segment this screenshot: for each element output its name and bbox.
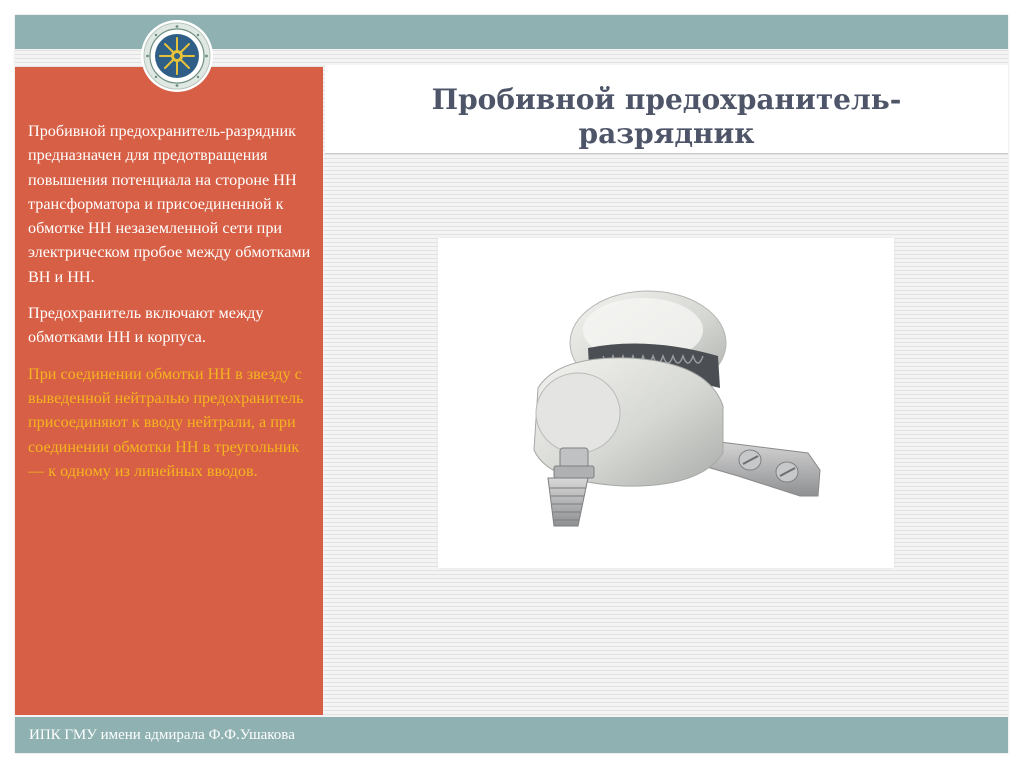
paragraph-highlight: При соединении обмотки НН в звезду с выведенной нейтралью предохранитель присоединяют к вводу нейтрали, а при соединении обмотки НН в треугольник — к одному из линейных вводов. xyxy=(28,364,304,480)
page-title-line-1: Пробивной предохранитель- xyxy=(431,83,902,116)
title-divider xyxy=(325,153,1008,154)
slide xyxy=(15,15,1008,753)
institute-emblem-icon xyxy=(140,19,214,93)
paragraph-purpose: Пробивной предохранитель-разрядник предназначен для предотвращения повышения потенциала на стороне НН трансформатора и присоединенной к обмотке НН незаземленной сети при электрическом пробое между обмотками ВН и НН. xyxy=(28,122,311,286)
footer-band xyxy=(15,717,1008,753)
footer-text: ИПК ГМУ имени адмирала Ф.Ф.Ушакова xyxy=(29,727,295,743)
side-panel xyxy=(15,67,323,715)
page-title xyxy=(335,83,998,151)
fuse-arrester-image xyxy=(438,238,894,568)
side-text xyxy=(28,119,316,495)
paragraph-connection: Предохранитель включают между обмотками НН и корпуса. xyxy=(28,304,264,347)
page-title-line-2: разрядник xyxy=(578,117,755,150)
emblem-svg xyxy=(140,19,214,93)
product-photo xyxy=(438,238,894,568)
